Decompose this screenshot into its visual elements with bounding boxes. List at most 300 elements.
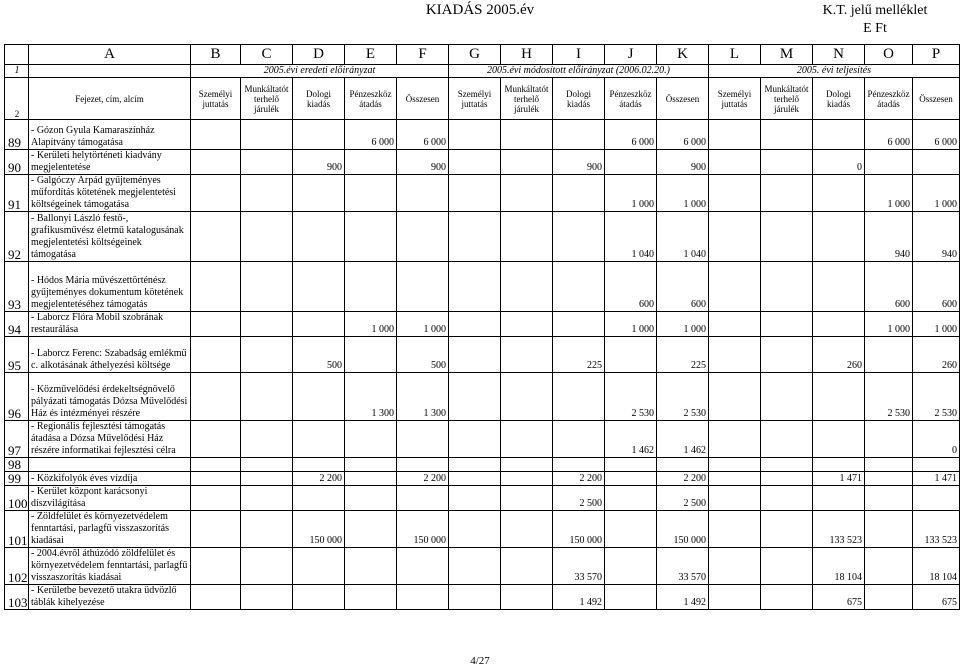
value-cell: [761, 212, 813, 262]
value-cell: [709, 472, 761, 486]
value-cell: [501, 262, 553, 312]
value-cell: [345, 421, 397, 458]
column-header: Dologi kiadás: [553, 78, 605, 120]
value-cell: [449, 120, 501, 150]
row-number: 94: [5, 312, 29, 337]
value-cell: 225: [553, 337, 605, 373]
row-description: - Gózon Gyula Kamaraszínház Alapítvány támogatása: [29, 120, 191, 150]
value-cell: [709, 486, 761, 511]
value-cell: 2 200: [553, 472, 605, 486]
value-cell: 900: [657, 150, 709, 175]
value-cell: [397, 486, 449, 511]
row-description: - Hódos Mária művészettörténész gyűjteményes dokumentum kötetének megjelentetéséhez támogatás: [29, 262, 191, 312]
page-title: KIADÁS 2005.év: [425, 2, 535, 18]
value-cell: 500: [397, 337, 449, 373]
value-cell: [293, 212, 345, 262]
row-number: 103: [5, 585, 29, 610]
value-cell: [191, 175, 241, 212]
value-cell: [761, 373, 813, 421]
value-cell: 1 040: [605, 212, 657, 262]
column-header: Összesen: [397, 78, 449, 120]
annex-line2: E Ft: [863, 21, 887, 36]
column-header: Dologi kiadás: [813, 78, 865, 120]
column-letter: P: [913, 45, 960, 65]
column-letter: M: [761, 45, 813, 65]
value-cell: [449, 511, 501, 548]
table-row: [5, 472, 960, 486]
value-cell: [813, 212, 865, 262]
value-cell: [345, 337, 397, 373]
column-letter: N: [813, 45, 865, 65]
value-cell: 0: [913, 421, 960, 458]
row-description: - Galgóczy Árpád gyűjteményes műfordítás kötetének megjelentetési költségeinek támogatása: [29, 175, 191, 212]
row-description: - 2004.évről áthúzódó zöldfelület és környezetvédelem fenntartási, parlagfű visszaszorítás kiadásai: [29, 548, 191, 585]
value-cell: [241, 458, 293, 472]
table-row: [5, 458, 960, 472]
column-letter: H: [501, 45, 553, 65]
row-number: 98: [5, 458, 29, 472]
value-cell: [293, 585, 345, 610]
value-cell: [865, 458, 913, 472]
row-number: 89: [5, 120, 29, 150]
column-header: Összesen: [913, 78, 960, 120]
value-cell: [241, 511, 293, 548]
value-cell: [345, 150, 397, 175]
value-cell: [241, 373, 293, 421]
value-cell: [241, 548, 293, 585]
value-cell: [501, 373, 553, 421]
value-cell: [553, 373, 605, 421]
value-cell: [293, 421, 345, 458]
table-row: [5, 150, 960, 175]
value-cell: [605, 486, 657, 511]
value-cell: [449, 458, 501, 472]
table-row: [5, 421, 960, 458]
value-cell: [761, 458, 813, 472]
value-cell: [241, 472, 293, 486]
column-letter: E: [345, 45, 397, 65]
value-cell: [241, 150, 293, 175]
table-row: [5, 548, 960, 585]
row-number: 92: [5, 212, 29, 262]
column-letter: C: [241, 45, 293, 65]
column-header: Pénzeszköz átadás: [345, 78, 397, 120]
value-cell: 6 000: [605, 120, 657, 150]
value-cell: [449, 175, 501, 212]
column-header: Munkáltatót terhelő járulék: [501, 78, 553, 120]
value-cell: 600: [605, 262, 657, 312]
value-cell: 675: [813, 585, 865, 610]
value-cell: 600: [913, 262, 960, 312]
value-cell: [913, 150, 960, 175]
row-number: 90: [5, 150, 29, 175]
value-cell: [345, 458, 397, 472]
value-cell: 2 530: [657, 373, 709, 421]
value-cell: [449, 585, 501, 610]
table-row: [5, 337, 960, 373]
column-letter-row: [5, 45, 960, 65]
row-number: 95: [5, 337, 29, 373]
value-cell: [865, 150, 913, 175]
value-cell: [293, 175, 345, 212]
value-cell: [709, 585, 761, 610]
value-cell: [191, 150, 241, 175]
column-header: Pénzeszköz átadás: [865, 78, 913, 120]
value-cell: [293, 120, 345, 150]
value-cell: [449, 212, 501, 262]
value-cell: 6 000: [865, 120, 913, 150]
value-cell: [501, 486, 553, 511]
value-cell: [501, 458, 553, 472]
row-description: - Ballonyi László festő-, grafikusművész életmű katalogusának megjelentetési költségeinek támogatása: [29, 212, 191, 262]
value-cell: 33 570: [657, 548, 709, 585]
value-cell: 1 000: [605, 175, 657, 212]
value-cell: 1 471: [813, 472, 865, 486]
column-letter: L: [709, 45, 761, 65]
column-header: Összesen: [657, 78, 709, 120]
fulfillment-header: 2005. évi teljesítés: [709, 65, 960, 78]
value-cell: [191, 262, 241, 312]
value-cell: [709, 312, 761, 337]
budget-table: [4, 44, 960, 610]
value-cell: [449, 373, 501, 421]
value-cell: 2 500: [553, 486, 605, 511]
value-cell: [709, 421, 761, 458]
value-cell: [553, 458, 605, 472]
value-cell: [397, 585, 449, 610]
value-cell: 940: [865, 212, 913, 262]
value-cell: 2 530: [605, 373, 657, 421]
row-number: 102: [5, 548, 29, 585]
value-cell: 150 000: [397, 511, 449, 548]
value-cell: [345, 548, 397, 585]
value-cell: [605, 337, 657, 373]
value-cell: [761, 421, 813, 458]
table-row: [5, 486, 960, 511]
value-cell: [865, 472, 913, 486]
value-cell: [293, 262, 345, 312]
value-cell: [709, 150, 761, 175]
value-cell: [191, 337, 241, 373]
row-description: - Zöldfelület és környezetvédelem fenntartási, parlagfű visszaszorítás kiadásai: [29, 511, 191, 548]
value-cell: [293, 548, 345, 585]
column-header: Személyi juttatás: [191, 78, 241, 120]
row-description: [29, 458, 191, 472]
value-cell: 18 104: [813, 548, 865, 585]
row-description: - Közkifolyók éves vízdíja: [29, 472, 191, 486]
value-cell: [241, 120, 293, 150]
value-cell: [761, 337, 813, 373]
value-cell: [345, 262, 397, 312]
column-letter: I: [553, 45, 605, 65]
row-number: 97: [5, 421, 29, 458]
value-cell: 900: [553, 150, 605, 175]
table-row: [5, 175, 960, 212]
value-cell: 900: [397, 150, 449, 175]
value-cell: [501, 511, 553, 548]
value-cell: [191, 312, 241, 337]
column-header: Dologi kiadás: [293, 78, 345, 120]
row-description: - Kerületbe bevezető utakra üdvözlő táblák kihelyezése: [29, 585, 191, 610]
value-cell: 150 000: [293, 511, 345, 548]
column-header: Személyi juttatás: [709, 78, 761, 120]
value-cell: [553, 212, 605, 262]
value-cell: [865, 511, 913, 548]
corner-cell: [5, 45, 29, 65]
original-budget-header: 2005.évi eredeti előirányzat: [191, 65, 449, 78]
value-cell: 1 000: [913, 175, 960, 212]
row-number: 99: [5, 472, 29, 486]
value-cell: 1 000: [865, 312, 913, 337]
value-cell: [605, 511, 657, 548]
value-cell: [397, 262, 449, 312]
value-cell: [761, 262, 813, 312]
value-cell: 500: [293, 337, 345, 373]
value-cell: [761, 120, 813, 150]
value-cell: 2 530: [913, 373, 960, 421]
value-cell: 150 000: [553, 511, 605, 548]
value-cell: [761, 511, 813, 548]
value-cell: [191, 585, 241, 610]
value-cell: 1 000: [345, 312, 397, 337]
row-description: - Kerületi helytörténeti kiadvány megjelentetése: [29, 150, 191, 175]
value-cell: 1 492: [553, 585, 605, 610]
value-cell: 1 000: [657, 312, 709, 337]
value-cell: 1 000: [397, 312, 449, 337]
value-cell: 2 530: [865, 373, 913, 421]
value-cell: 260: [913, 337, 960, 373]
column-letter: D: [293, 45, 345, 65]
value-cell: [709, 212, 761, 262]
value-cell: [345, 511, 397, 548]
row-number: 100: [5, 486, 29, 511]
row-number: 1: [5, 65, 29, 78]
table-row: [5, 312, 960, 337]
value-cell: [397, 548, 449, 585]
value-cell: [501, 585, 553, 610]
value-cell: [761, 472, 813, 486]
value-cell: [449, 312, 501, 337]
value-cell: 1 000: [865, 175, 913, 212]
value-cell: [191, 120, 241, 150]
column-letter: B: [191, 45, 241, 65]
value-cell: 1 462: [605, 421, 657, 458]
row-description: - Közművelődési érdekeltségnövelő pályázati támogatás Dózsa Művelődési Ház és intézményei részére: [29, 373, 191, 421]
table-row: [5, 262, 960, 312]
column-letter: G: [449, 45, 501, 65]
value-cell: 1 471: [913, 472, 960, 486]
value-cell: [241, 312, 293, 337]
value-cell: 2 500: [657, 486, 709, 511]
value-cell: [449, 262, 501, 312]
value-cell: [345, 175, 397, 212]
table-row: [5, 212, 960, 262]
row-description: - Kerület központ karácsonyi díszvilágítása: [29, 486, 191, 511]
row-number: 96: [5, 373, 29, 421]
page-number: 4/27: [470, 655, 490, 667]
value-cell: 900: [293, 150, 345, 175]
row-description: - Laborcz Flóra Mobil szobrának restaurálása: [29, 312, 191, 337]
value-cell: 1 300: [397, 373, 449, 421]
modified-budget-header: 2005.évi módosított előirányzat (2006.02.20.): [449, 65, 709, 78]
value-cell: [241, 337, 293, 373]
value-cell: [191, 511, 241, 548]
value-cell: 2 200: [293, 472, 345, 486]
value-cell: [241, 262, 293, 312]
value-cell: [501, 312, 553, 337]
value-cell: [605, 585, 657, 610]
value-cell: [709, 458, 761, 472]
column-letter: A: [29, 45, 191, 65]
value-cell: [191, 548, 241, 585]
value-cell: [191, 472, 241, 486]
value-cell: [657, 458, 709, 472]
empty-cell: [29, 65, 191, 78]
value-cell: 6 000: [913, 120, 960, 150]
row-number: 93: [5, 262, 29, 312]
value-cell: [813, 312, 865, 337]
value-cell: [241, 486, 293, 511]
value-cell: [813, 373, 865, 421]
value-cell: [449, 486, 501, 511]
value-cell: 225: [657, 337, 709, 373]
value-cell: [761, 548, 813, 585]
value-cell: [397, 212, 449, 262]
value-cell: 133 523: [913, 511, 960, 548]
table-row: [5, 511, 960, 548]
value-cell: 1 300: [345, 373, 397, 421]
value-cell: [761, 486, 813, 511]
value-cell: [501, 421, 553, 458]
value-cell: [913, 458, 960, 472]
value-cell: [345, 585, 397, 610]
value-cell: [241, 175, 293, 212]
value-cell: [501, 472, 553, 486]
value-cell: [241, 212, 293, 262]
value-cell: [709, 262, 761, 312]
value-cell: [191, 373, 241, 421]
value-cell: [553, 120, 605, 150]
value-cell: 6 000: [345, 120, 397, 150]
value-cell: 600: [657, 262, 709, 312]
value-cell: [345, 472, 397, 486]
value-cell: 940: [913, 212, 960, 262]
value-cell: 6 000: [397, 120, 449, 150]
value-cell: [501, 175, 553, 212]
value-cell: [501, 150, 553, 175]
value-cell: [449, 421, 501, 458]
column-letter: K: [657, 45, 709, 65]
value-cell: [913, 486, 960, 511]
column-header: Személyi juttatás: [449, 78, 501, 120]
row-number: 101: [5, 511, 29, 548]
value-cell: [709, 511, 761, 548]
column-header: Munkáltatót terhelő járulék: [761, 78, 813, 120]
value-cell: 1 492: [657, 585, 709, 610]
value-cell: [449, 150, 501, 175]
value-cell: [191, 458, 241, 472]
value-cell: [761, 150, 813, 175]
value-cell: 1 040: [657, 212, 709, 262]
value-cell: [709, 120, 761, 150]
row-number: 2: [5, 78, 29, 120]
column-header: Munkáltatót terhelő járulék: [241, 78, 293, 120]
value-cell: [605, 548, 657, 585]
value-cell: [191, 421, 241, 458]
value-cell: [761, 585, 813, 610]
value-cell: [293, 486, 345, 511]
value-cell: [865, 421, 913, 458]
value-cell: [501, 120, 553, 150]
value-cell: [761, 175, 813, 212]
table-row: [5, 120, 960, 150]
value-cell: [761, 312, 813, 337]
column-letter: O: [865, 45, 913, 65]
column-letter: J: [605, 45, 657, 65]
value-cell: [553, 175, 605, 212]
chapter-header: Fejezet, cím, alcím: [29, 78, 191, 120]
value-cell: [553, 421, 605, 458]
value-cell: 1 000: [605, 312, 657, 337]
value-cell: [293, 373, 345, 421]
row-number: 91: [5, 175, 29, 212]
row-description: - Laborcz Ferenc: Szabadság emlékmű c. alkotásának áthelyezési költsége: [29, 337, 191, 373]
value-cell: [397, 175, 449, 212]
value-cell: [865, 548, 913, 585]
value-cell: 600: [865, 262, 913, 312]
value-cell: [501, 212, 553, 262]
value-cell: [813, 421, 865, 458]
value-cell: [605, 458, 657, 472]
annex-line1: K.T. jelű melléklet: [822, 3, 928, 18]
value-cell: 18 104: [913, 548, 960, 585]
header-row-2: [5, 78, 960, 120]
value-cell: [865, 486, 913, 511]
value-cell: 1 462: [657, 421, 709, 458]
header-row-1: [5, 65, 960, 78]
value-cell: [345, 486, 397, 511]
value-cell: [293, 458, 345, 472]
value-cell: [293, 312, 345, 337]
value-cell: 2 200: [397, 472, 449, 486]
value-cell: 675: [913, 585, 960, 610]
value-cell: [449, 337, 501, 373]
value-cell: 133 523: [813, 511, 865, 548]
value-cell: [397, 421, 449, 458]
value-cell: 0: [813, 150, 865, 175]
value-cell: [397, 458, 449, 472]
value-cell: [865, 585, 913, 610]
value-cell: [241, 421, 293, 458]
value-cell: 150 000: [657, 511, 709, 548]
value-cell: [813, 175, 865, 212]
value-cell: [449, 472, 501, 486]
annex-label: [795, 2, 955, 38]
value-cell: [191, 212, 241, 262]
value-cell: 1 000: [657, 175, 709, 212]
column-letter: F: [397, 45, 449, 65]
value-cell: [501, 548, 553, 585]
value-cell: [605, 472, 657, 486]
value-cell: [449, 548, 501, 585]
value-cell: [709, 373, 761, 421]
value-cell: [709, 337, 761, 373]
table-row: [5, 585, 960, 610]
value-cell: [553, 262, 605, 312]
value-cell: [813, 120, 865, 150]
value-cell: [501, 337, 553, 373]
value-cell: [709, 548, 761, 585]
